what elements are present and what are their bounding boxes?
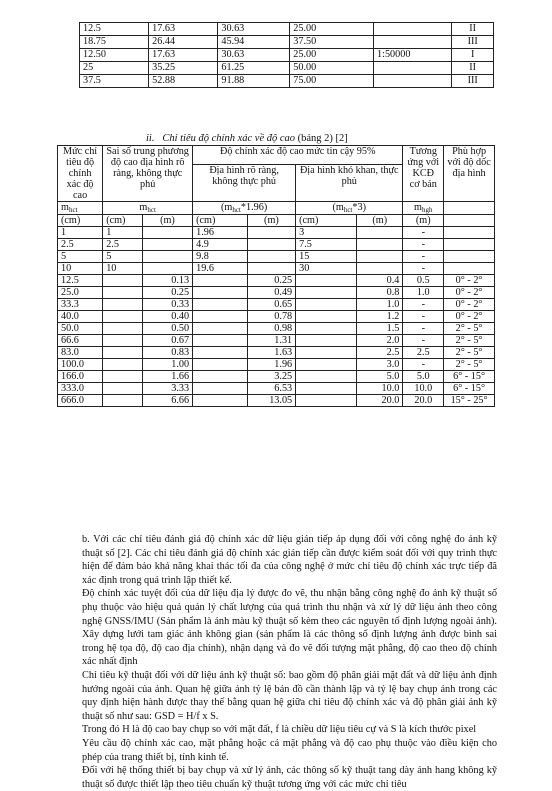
table-cell [103,383,143,395]
paragraph-equipment: Đối với hệ thống thiết bị bay chụp và xử lý ảnh, các thông số kỹ thuật tang dày ảnh hang không kỹ thuật số được thiết lập theo tiêu chuẩn kỹ thuật tương ứng với các mức chỉ tiêu [82,765,497,790]
table-cell [193,335,248,347]
table-cell: - [403,323,444,335]
table-cell: 10 [103,263,143,275]
table-cell: 33.3 [58,299,103,311]
table-cell: 0.49 [247,287,295,299]
table-cell [374,75,452,88]
table-cell: 1 [58,227,103,239]
table-cell: 12.5 [58,275,103,287]
table-row [58,335,495,347]
table-cell: 6° - 15° [444,383,495,395]
table-cell: 2° - 5° [444,323,495,335]
table-cell: - [403,251,444,263]
table-cell: 83.0 [58,347,103,359]
table-cell [357,263,403,275]
header-level: Mức chỉ tiêu độ chính xác độ cao [58,146,103,202]
table-cell: 0.25 [142,287,192,299]
table-cell: 1.96 [247,359,295,371]
table-row [58,395,495,407]
table-cell: 3 [296,227,357,239]
table-cell: 6.53 [247,383,295,395]
table-cell: 1.0 [357,299,403,311]
table-cell: 1.31 [247,335,295,347]
table-cell [103,335,143,347]
table-cell: 17.63 [149,23,218,36]
table-cell [247,263,295,275]
table-cell [103,311,143,323]
table-cell: 35.25 [149,62,218,75]
table-cell: 37.5 [80,75,149,88]
table-cell: 66.6 [58,335,103,347]
table-cell: 0.67 [142,335,192,347]
table-cell: 12.5 [80,23,149,36]
table-cell: 1.0 [403,287,444,299]
table-cell: 0° - 2° [444,311,495,323]
table-cell: 45.94 [218,36,290,49]
height-accuracy-table [57,145,495,407]
table-cell [103,275,143,287]
table-cell: I [452,49,494,62]
table-cell [103,359,143,371]
unit-cell: (m) [142,215,192,227]
symbol-cell: mhgh [403,202,444,215]
table-cell: 91.88 [218,75,290,88]
table-cell: 18.75 [80,36,149,49]
paragraph-b: b. Với các chỉ tiêu đánh giá độ chính xác dữ liệu gián tiếp áp dụng đối với công nghệ đo ảnh kỹ thuật số [2]. Các chỉ tiêu đánh giá độ chính xác gián tiếp cần được kiểm soát đối với quy trình thực hiện để đảm bảo khả năng khai thác tối đa của công nghệ ở mức chỉ tiêu độ chính xác trực tiếp đã xác định trong quá trình lập thiết kế. [82,534,497,586]
table-cell [444,251,495,263]
table-cell [193,275,248,287]
table-row [80,23,494,36]
table-cell: 0.98 [247,323,295,335]
table-cell: 50.00 [290,62,374,75]
table-cell: 61.25 [218,62,290,75]
header-rmse: Sai số trung phương độ cao địa hình rõ ràng, không thực phủ [103,146,193,202]
table-cell: 0.50 [142,323,192,335]
table-cell: 166.0 [58,371,103,383]
header-contour: Tương ứng với KCĐ cơ bản [403,146,444,202]
table-cell: 5.0 [403,371,444,383]
table-cell: 2° - 5° [444,335,495,347]
table-cell [357,251,403,263]
table-cell [142,251,192,263]
symbol-cell [444,202,495,215]
unit-cell: (m) [357,215,403,227]
table-row [58,263,495,275]
table-cell: 30.63 [218,49,290,62]
unit-cell: (cm) [296,215,357,227]
unit-cell: (cm) [103,215,143,227]
table-cell: 2° - 5° [444,347,495,359]
table-cell [103,347,143,359]
table-cell: 50.0 [58,323,103,335]
table-cell: III [452,75,494,88]
table-cell: 1.96 [193,227,248,239]
table-row [58,227,495,239]
table-row [58,383,495,395]
table-cell [444,227,495,239]
table-cell: 2.5 [403,347,444,359]
table-cell: 7.5 [296,239,357,251]
table-cell [103,287,143,299]
table-row [58,299,495,311]
paragraph-technical-criteria: Chỉ tiêu kỹ thuật đối với dữ liệu ảnh kỹ thuật số: bao gồm độ phân giải mặt đất và dữ liệu ảnh định hướng ngoài của ảnh. Quan hệ giữa ảnh tỷ lệ bản đồ cần thành lập và tỷ lệ bay chụp ảnh trong các quy định hiện hành được thay thế bằng quan hệ giữa chỉ tiêu độ chính xác và độ phân giải ảnh kỹ thuật số như sau: GSD = H/f x S. [82,669,497,722]
paragraph-requirements: Yêu cầu độ chính xác cao, mặt phẳng hoặc cả mặt phẳng và độ cao phụ thuộc vào điều kiện cho phép của trang thiết bị, tính kinh tế. [82,737,497,763]
symbol-cell: mhct [103,202,193,215]
table-row [58,359,495,371]
table-cell: 75.00 [290,75,374,88]
table-cell: 30 [296,263,357,275]
table-caption [146,133,348,144]
table-cell: 10.0 [403,383,444,395]
table-cell [247,239,295,251]
header-difficult-terrain: Địa hình khó khan, thực phủ [296,165,403,202]
table-cell: 1.63 [247,347,295,359]
table-cell: 2.5 [103,239,143,251]
table-cell: - [403,227,444,239]
table-cell: 25.00 [290,49,374,62]
caption-number: ii. [146,133,155,144]
table-cell: 6.66 [142,395,192,407]
symbol-cell: (mhct*1.96) [193,202,296,215]
table-cell: 20.0 [403,395,444,407]
table-cell [296,371,357,383]
unit-cell: (m) [247,215,295,227]
table-cell: 3.25 [247,371,295,383]
table-cell: 3.33 [142,383,192,395]
table-cell: 25.00 [290,23,374,36]
table-cell: 0.5 [403,275,444,287]
table-cell: 40.0 [58,311,103,323]
table-cell [193,323,248,335]
table-cell [193,311,248,323]
symbol-cell: (mhct*3) [296,202,403,215]
table-cell [247,251,295,263]
body-text [82,533,497,791]
table-cell: 37.50 [290,36,374,49]
table-cell [296,335,357,347]
table-cell [296,287,357,299]
table-cell [296,347,357,359]
table-cell: 4.9 [193,239,248,251]
table-cell [103,323,143,335]
table-cell: 15 [296,251,357,263]
table-cell: - [403,239,444,251]
table-cell [296,395,357,407]
table-row [80,75,494,88]
table-cell: 666.0 [58,395,103,407]
table-cell [374,23,452,36]
table-row [58,371,495,383]
table-row [58,287,495,299]
table-cell: 52.88 [149,75,218,88]
table-row [80,49,494,62]
table-cell: II [452,23,494,36]
unit-cell: (cm) [58,215,103,227]
table-cell: - [403,299,444,311]
header-slope: Phù hợp với độ dốc địa hình [444,146,495,202]
table-cell [103,371,143,383]
table-cell: 0.25 [247,275,295,287]
table-cell [247,227,295,239]
symbol-row [58,202,495,215]
unit-cell: (cm) [193,215,248,227]
table-cell: 1 [103,227,143,239]
table-cell: 12.50 [80,49,149,62]
table-cell: 3.0 [357,359,403,371]
paragraph-gsd-definition: Trong đó H là độ cao bay chụp so với mặt đất, f là chiều dữ liệu tiêu cự và S là kích thước pixel [82,724,477,736]
table-cell: 9.8 [193,251,248,263]
table-cell: 0.83 [142,347,192,359]
unit-cell [444,215,495,227]
table-cell: 1.00 [142,359,192,371]
table-row [58,347,495,359]
table-row [58,251,495,263]
table-cell: 2.0 [357,335,403,347]
table-cell [296,275,357,287]
caption-ref: (bảng 2) [2] [297,133,348,144]
table-cell: 333.0 [58,383,103,395]
table-cell: 1.66 [142,371,192,383]
table-row [80,36,494,49]
table-cell [103,299,143,311]
paragraph-absolute-accuracy: Độ chính xác tuyệt đối của dữ liệu địa lý được đo vẽ, thu nhận bằng công nghệ đo ảnh kỹ thuật số phụ thuộc vào hiệu quả quản lý chất lượng của quá trình thu nhận và xử lý dữ liệu ảnh theo công nghệ GNSS/IMU (Sản phẩm là ảnh màu kỹ thuật số kèm theo các nguyên tố định lượng ngoài ảnh). Xây dựng lưới tam giác ảnh không gian (sản phẩm là các thông số định lượng ảnh được bình sai trong hệ tọa độ, độ cao địa chính), nhận dạng và đo vẽ đối tượng mặt phẳng, độ cao theo độ chính xác nhất định [82,588,497,668]
table-cell [444,263,495,275]
table-row [58,311,495,323]
table-cell [296,311,357,323]
table-cell [193,347,248,359]
table-cell: 15° - 25° [444,395,495,407]
table-cell: 0° - 2° [444,287,495,299]
table-cell: 25 [80,62,149,75]
table-cell: III [452,36,494,49]
table-cell: 13.05 [247,395,295,407]
table-cell: 10.0 [357,383,403,395]
table-cell: 2.5 [357,347,403,359]
table-cell: II [452,62,494,75]
table-cell: - [403,335,444,347]
table-cell: 20.0 [357,395,403,407]
table-cell: 0° - 2° [444,299,495,311]
table-cell: 5 [58,251,103,263]
table-cell [142,263,192,275]
table-cell [193,383,248,395]
symbol-cell: mhct [58,202,103,215]
unit-row [58,215,495,227]
table-cell: 0.13 [142,275,192,287]
table-cell: 0° - 2° [444,275,495,287]
table-cell [193,395,248,407]
table-cell [296,299,357,311]
table-cell: 0.65 [247,299,295,311]
table-cell [374,62,452,75]
table-cell: 1.5 [357,323,403,335]
table-cell: 0.8 [357,287,403,299]
caption-title: Chỉ tiêu độ chính xác về độ cao [162,133,296,144]
table-cell [193,287,248,299]
table-cell [193,359,248,371]
table-cell: 0.4 [357,275,403,287]
table-row [58,239,495,251]
table-cell: 0.78 [247,311,295,323]
table-cell: 2° - 5° [444,359,495,371]
table-cell [142,239,192,251]
table-cell: 100.0 [58,359,103,371]
table-cell: 25.0 [58,287,103,299]
table-cell [296,323,357,335]
table-row [58,275,495,287]
table-cell [374,36,452,49]
table-cell [193,299,248,311]
table-row [80,62,494,75]
table-cell: 0.40 [142,311,192,323]
table-cell: - [403,359,444,371]
header-accuracy-95: Độ chính xác độ cao mức tin cậy 95% [193,146,403,165]
table-cell [193,371,248,383]
table-cell [296,359,357,371]
table-cell: 5 [103,251,143,263]
table-cell: 1:50000 [374,49,452,62]
table-cell [444,239,495,251]
table-cell: 5.0 [357,371,403,383]
table-cell: 10 [58,263,103,275]
table-cell [103,395,143,407]
table-cell [357,227,403,239]
table-cell [296,383,357,395]
table-cell: - [403,263,444,275]
table-cell: 0.33 [142,299,192,311]
table-cell: 2.5 [58,239,103,251]
table-cell: 1.2 [357,311,403,323]
table-cell: 26.44 [149,36,218,49]
table-cell: - [403,311,444,323]
table-cell: 6° - 15° [444,371,495,383]
upper-table [79,22,494,88]
unit-cell: (m) [403,215,444,227]
table-cell: 30.63 [218,23,290,36]
header-clear-terrain: Địa hình rõ ràng, không thực phủ [193,165,296,202]
table-cell: 19.6 [193,263,248,275]
table-cell: 17.63 [149,49,218,62]
table-row [58,323,495,335]
table-cell [142,227,192,239]
table-cell [357,239,403,251]
